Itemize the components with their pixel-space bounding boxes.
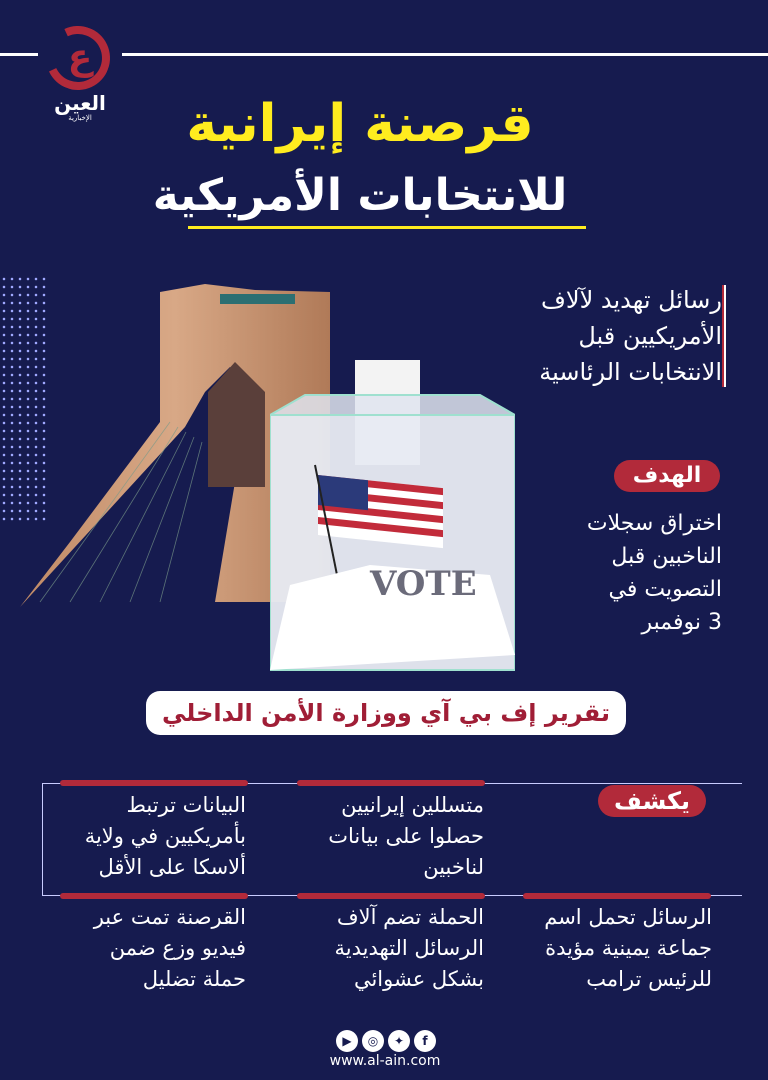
fact-bar — [523, 893, 711, 899]
goal-line: التصويت في — [608, 577, 722, 602]
fact-line: البيانات ترتبط — [126, 793, 246, 817]
goal-badge: الهدف — [614, 460, 720, 492]
report-banner: تقرير إف بي آي ووزارة الأمن الداخلي — [146, 691, 626, 735]
ballot-box-illustration — [270, 355, 515, 675]
fact-line: بأمريكيين في ولاية — [84, 824, 246, 848]
intro-line: الانتخابات الرئاسية — [539, 358, 722, 386]
fact-line: بشكل عشوائي — [353, 967, 484, 991]
fact-item — [490, 902, 712, 995]
facebook-icon[interactable]: f — [414, 1030, 436, 1052]
fact-bar — [297, 893, 485, 899]
logo-name: العين — [54, 91, 106, 115]
fact-item — [262, 902, 484, 995]
fact-line: الرسائل تحمل اسم — [544, 905, 712, 929]
page-title: قرصنة إيرانية — [186, 94, 534, 154]
website-link[interactable]: www.al-ain.com — [329, 1053, 441, 1069]
fact-line: حملة تضليل — [142, 967, 246, 991]
fact-line: الرسائل التهديدية — [334, 936, 484, 960]
instagram-icon[interactable]: ◎ — [362, 1030, 384, 1052]
fact-line: لناخبين — [423, 855, 484, 879]
fact-item — [262, 790, 484, 883]
brand-logo — [40, 22, 120, 122]
fact-line: متسللين إيرانيين — [341, 793, 484, 817]
fact-line: الحملة تضم آلاف — [336, 905, 484, 929]
fact-bar — [60, 893, 248, 899]
goal-line: اختراق سجلات — [586, 511, 722, 536]
goal-text — [522, 507, 722, 639]
logo-subtitle: الإخبارية — [68, 114, 92, 122]
page-subtitle: للانتخابات الأمريكية — [152, 170, 568, 221]
fact-line: القرصنة تمت عبر — [93, 905, 246, 929]
intro-line: الأمريكيين قبل — [578, 322, 722, 350]
goal-line: 3 نوفمبر — [641, 610, 722, 635]
social-icons — [331, 1030, 441, 1052]
intro-text — [462, 282, 722, 390]
fact-item — [30, 902, 246, 995]
fact-bar — [60, 780, 248, 786]
reveals-badge: يكشف — [598, 785, 706, 817]
fact-line: جماعة يمينية مؤيدة — [545, 936, 712, 960]
twitter-icon[interactable]: ✦ — [388, 1030, 410, 1052]
fact-item — [30, 790, 246, 883]
fact-bar — [297, 780, 485, 786]
fact-line: حصلوا على بيانات — [328, 824, 484, 848]
goal-line: الناخبين قبل — [611, 544, 722, 569]
header-rule-right — [122, 53, 768, 56]
title-underline — [188, 226, 586, 229]
logo-glyph-icon: ع — [67, 37, 93, 78]
fact-line: ألاسكا على الأقل — [98, 855, 246, 879]
vote-label: VOTE — [370, 564, 477, 604]
youtube-icon[interactable]: ▶ — [336, 1030, 358, 1052]
fact-line: فيديو وزع ضمن — [109, 936, 246, 960]
intro-line: رسائل تهديد لآلاف — [541, 286, 722, 314]
header-rule-left — [0, 53, 38, 56]
intro-accent-bar — [722, 285, 726, 387]
fact-line: للرئيس ترامب — [586, 967, 712, 991]
